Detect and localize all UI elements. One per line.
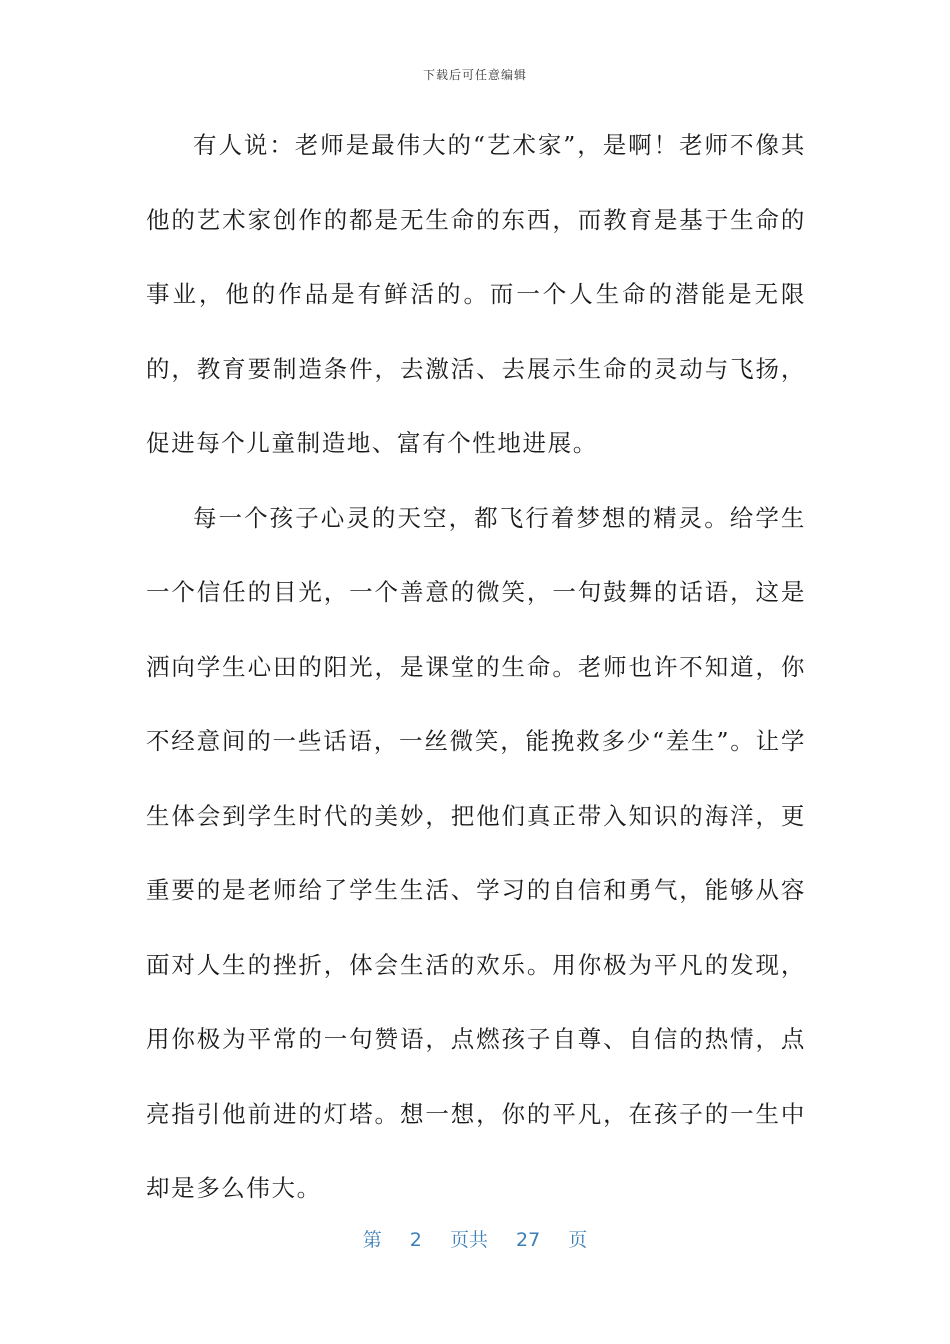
header-note: 下载后可任意编辑 [422,68,527,82]
footer-current-page: 2 [409,1229,422,1251]
paragraph-1: 有人说：老师是最伟大的“艺术家”，是啊！老师不像其他的艺术家创作的都是无生命的东西，而教育是基于生命的事业，他的作品是有鲜活的。而一个人生命的潜能是无限的，教育要制造条件，去激活、去展示生命的灵动与飞扬，促进每个儿童制造地、富有个性地进展。 [146,131,806,457]
body-text [146,108,806,1226]
footer-middle: 页共 [449,1229,488,1251]
footer-total-pages: 27 [516,1229,541,1251]
footer-suffix: 页 [568,1229,588,1251]
footer-prefix: 第 [362,1229,382,1251]
page-footer [0,1225,950,1252]
paragraph-2: 每一个孩子心灵的天空，都飞行着梦想的精灵。给学生一个信任的目光，一个善意的微笑，一句鼓舞的话语，这是洒向学生心田的阳光，是课堂的生命。老师也许不知道，你不经意间的一些话语，一丝微笑，能挽救多少“差生”。让学生体会到学生时代的美妙，把他们真正带入知识的海洋，更重要的是老师给了学生生活、学习的自信和勇气，能够从容面对人生的挫折，体会生活的欢乐。用你极为平凡的发现，用你极为平常的一句赞语，点燃孩子自尊、自信的热情，点亮指引他前进的灯塔。想一想，你的平凡，在孩子的一生中却是多么伟大。 [146,503,806,1202]
